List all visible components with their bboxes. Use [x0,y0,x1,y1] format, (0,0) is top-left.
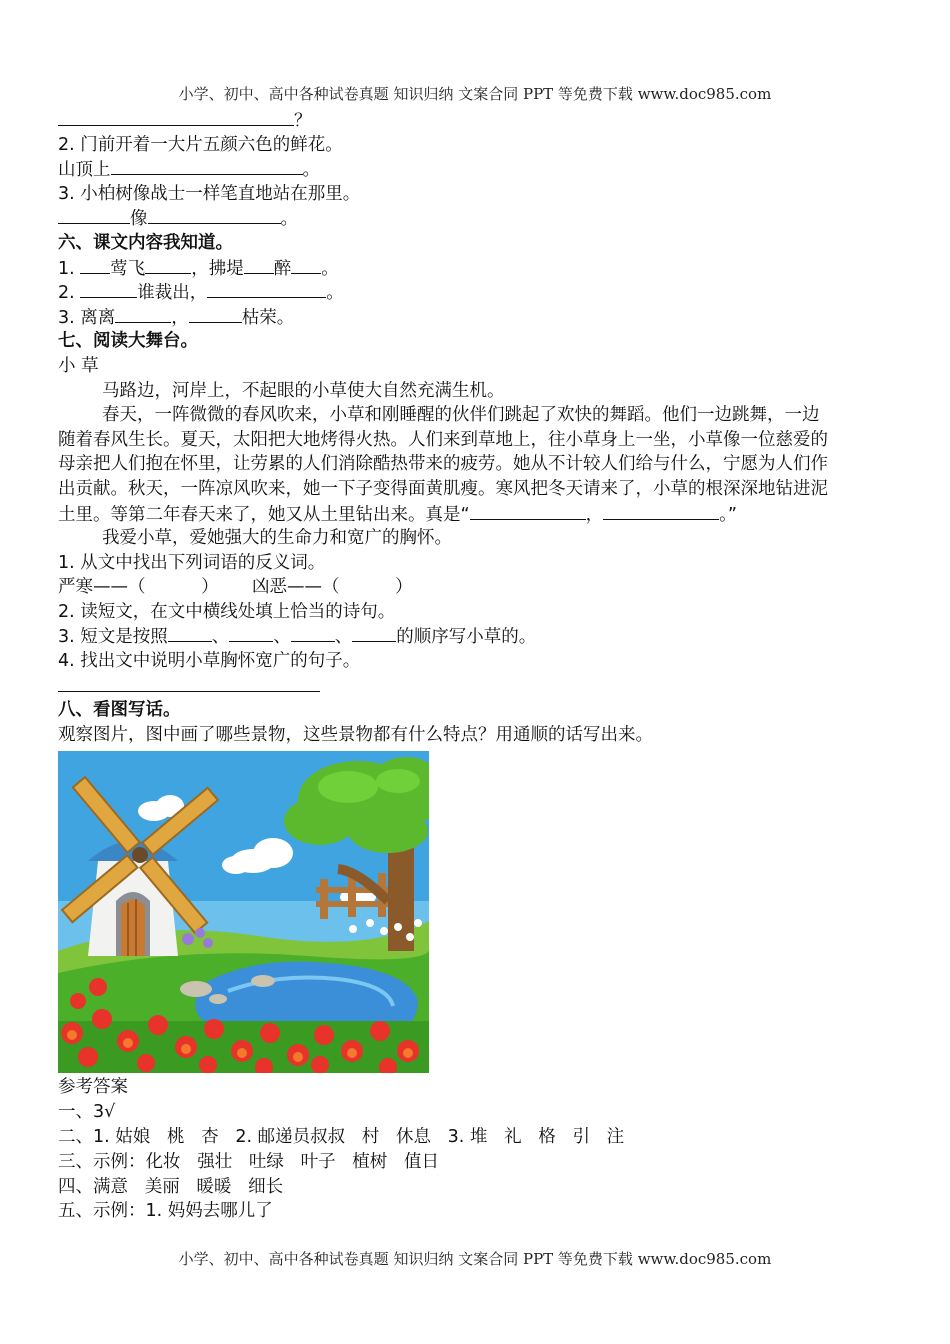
section-8-title: 八、看图写话。 [58,700,181,721]
q-number: 1. [58,258,81,279]
separator: 、 [273,627,291,648]
section-7-q4-answer [58,674,898,699]
passage-title: 小 草 [58,355,99,376]
passage-paragraph-2-line-3: 母亲把人们抱在怀里，让劳累的人们消除酷热带来的疲劳。她从不计较人们给与什么，宁愿为人们作 [58,454,828,475]
answer-2: 二、1. 姑娘 桃 杏 2. 邮递员叔叔 村 休息 3. 堆 礼 格 引 注 [58,1127,625,1148]
page-footer: 小学、初中、高中各种试卷真题 知识归纳 文案合同 PPT 等免费下载 www.doc985.com [178,1250,772,1268]
fill-blank[interactable] [145,256,191,274]
section-8-prompt: 观察图片，图中画了哪些景物，这些景物都有什么特点？用通顺的话写出来。 [58,724,653,745]
period: 。 [326,283,344,304]
period: 。 [280,209,298,230]
section-7-q1-answers: 严寒——（ ） 凶恶——（ ） [58,577,413,598]
fill-blank[interactable] [58,108,294,126]
comma: ， [171,307,189,328]
quote-end: 。” [719,504,737,525]
q-text: 3. 短文是按照 [58,627,168,648]
fill-blank[interactable] [291,624,335,642]
fill-blank[interactable] [244,256,274,274]
answer-key [58,1075,898,1224]
separator: 、 [334,627,353,648]
prefix-text: 山顶上 [58,160,111,181]
passage-paragraph-2-line-2: 随着春风生长。夏天，太阳把大地烤得火热。人们来到草地上，往小草身上一坐，小草像一位慈爱的 [58,429,828,450]
section-6-q1 [58,256,898,281]
q-text: ，拂堤 [191,258,244,279]
answer-5: 五、示例：1. 妈妈去哪儿了 [58,1201,273,1222]
poem-blank[interactable] [603,502,719,520]
passage-text: 土里。等第二年春天来了，她又从土里钻出来。真是“ [58,504,470,525]
period: 。 [321,258,339,279]
section-7-q3 [58,624,898,649]
section-6-q3 [58,305,898,330]
fill-blank[interactable] [207,280,326,298]
fill-blank[interactable] [148,206,281,224]
q-text: 醉 [273,258,292,279]
passage-paragraph-3: 我爱小草，爱她强大的生命力和宽广的胸怀。 [102,528,452,549]
period: 。 [302,160,320,181]
answer-4: 四、满意 美丽 暖暖 细长 [58,1176,284,1197]
like-text: 像 [130,209,148,230]
fill-blank[interactable] [229,624,273,642]
answer-line-3 [58,206,898,231]
passage-paragraph-2-line-1: 春天，一阵微微的春风吹来，小草和刚睡醒的伙伴们跳起了欢快的舞蹈。他们一边跳舞，一边 [102,405,820,426]
section-7-q4: 4. 找出文中说明小草胸怀宽广的句子。 [58,651,361,672]
answer-1: 一、3√ [58,1102,116,1123]
windmill-landscape-picture [58,751,429,1073]
section-6-q2 [58,280,898,305]
fill-blank[interactable] [291,256,321,274]
fill-blank[interactable] [111,157,303,175]
fill-blank[interactable] [80,280,137,298]
fill-blank[interactable] [168,624,212,642]
sentence-2: 2. 门前开着一大片五颜六色的鲜花。 [58,134,343,155]
q-text: 枯荣。 [241,307,295,328]
fill-blank[interactable] [58,674,320,692]
answer-line-2 [58,157,898,182]
separator: 、 [211,627,230,648]
fill-blank[interactable] [80,256,110,274]
q-text: 3. 离离 [58,307,116,328]
answer-key-title: 参考答案 [58,1077,128,1098]
fill-blank[interactable] [115,305,171,323]
fill-blank[interactable] [58,206,130,224]
poem-blank[interactable] [470,502,586,520]
q-text: 谁裁出， [137,283,208,304]
main-content [58,108,898,1224]
q-text: 的顺序写小草的。 [396,627,537,648]
section-7-title: 七、阅读大舞台。 [58,331,198,352]
q-text: 莺飞 [110,258,146,279]
answer-3: 三、示例：化妆 强壮 吐绿 叶子 植树 值日 [58,1151,439,1172]
section-7-q2: 2. 读短文，在文中横线处填上恰当的诗句。 [58,601,396,622]
fill-blank[interactable] [189,305,242,323]
section-7-q1: 1. 从文中找出下列词语的反义词。 [58,552,326,573]
q-number: 2. [58,283,81,304]
answer-line-1 [58,108,898,133]
page-header: 小学、初中、高中各种试卷真题 知识归纳 文案合同 PPT 等免费下载 www.doc985.com [178,85,772,103]
passage-paragraph-2-line-4: 出贡献。秋天，一阵凉风吹来，她一下子变得面黄肌瘦。寒风把冬天请来了，小草的根深深地钻进泥 [58,478,828,499]
passage-paragraph-2-line-5 [58,502,898,527]
comma: ， [585,504,604,525]
fill-blank[interactable] [352,624,396,642]
passage-paragraph-1: 马路边，河岸上，不起眼的小草使大自然充满生机。 [102,380,505,401]
section-6-title: 六、课文内容我知道。 [58,232,233,253]
question-mark: ？ [294,111,312,131]
sentence-3: 3. 小柏树像战士一样笔直地站在那里。 [58,183,361,204]
